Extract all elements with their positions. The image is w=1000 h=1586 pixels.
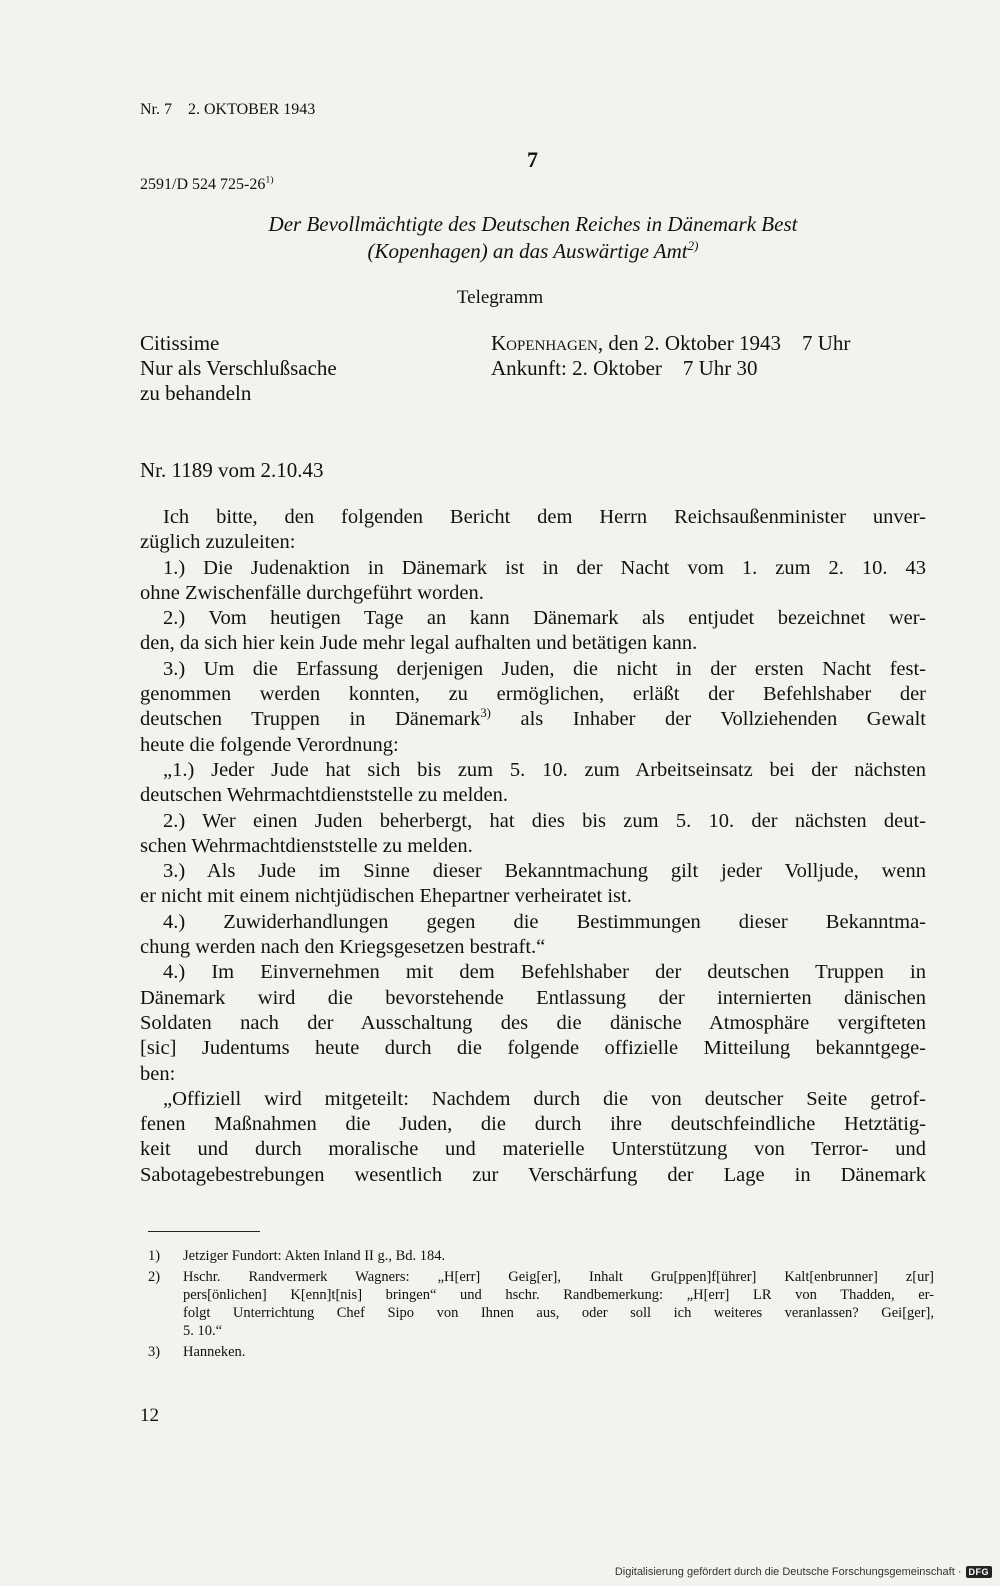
body-line: 4.) Im Einvernehmen mit dem Befehlshaber der deutschen Truppen in: [163, 961, 926, 984]
footnote: [148, 1268, 934, 1340]
body-line: Soldaten nach der Ausschaltung des die dänische Atmosphäre vergifteten: [140, 1011, 926, 1034]
footnotes: [148, 1247, 934, 1364]
file-reference-text: 2591/D 524 725-26: [140, 176, 266, 193]
body-line: Ich bitte, den folgenden Bericht dem Herrn Reichsaußenminister unver-: [163, 506, 926, 528]
body-line: 1.) Die Judenaktion in Dänemark ist in der Nacht vom 1. zum 2. 10. 43: [163, 556, 926, 579]
page-number: 12: [140, 1405, 159, 1426]
sender-line-2-text: (Kopenhagen) an das Auswärtige Amt: [367, 239, 688, 263]
document-type: Telegramm: [456, 287, 544, 308]
body-line: [sic] Judentums heute durch die folgende offizielle Mitteilung bekanntgege-: [140, 1037, 926, 1060]
message-number: Nr. 1189 vom 2.10.43: [140, 458, 324, 482]
body-line: fenen Maßnahmen die Juden, die durch ihre deutschfeindliche Hetztätig-: [140, 1113, 926, 1136]
body-line: [140, 707, 926, 732]
body-line: den, da sich hier kein Jude mehr legal aufhalten und betätigen kann.: [140, 632, 698, 655]
sender-line-2: [140, 238, 926, 265]
footnote-line: 5. 10.“: [183, 1323, 223, 1339]
classification-line: Citissime: [140, 331, 220, 355]
body-line: 3.) Um die Erfassung derjenigen Juden, die nicht in der ersten Nacht fest-: [163, 657, 926, 680]
running-head: Nr. 7 2. OKTOBER 1943: [140, 101, 316, 118]
footnote-ref-1: 1): [265, 174, 274, 186]
body-line: deutschen Wehrmachtdienststelle zu melden.: [140, 784, 508, 807]
classification-line: Nur als Verschlußsache: [140, 356, 337, 380]
footnote-line: Hanneken.: [183, 1344, 246, 1360]
body-line: er nicht mit einem nichtjüdischen Ehepartner verheiratet ist.: [140, 885, 632, 908]
footnote: [148, 1247, 934, 1265]
document-number: 7: [527, 147, 538, 172]
body-line: genommen werden konnten, zu ermöglichen, erläßt der Befehlshaber der: [140, 683, 926, 706]
footnote-line: pers[önlichen] K[enn]t[nis] bringen“ und hschr. Randbemerkung: „H[err] LR von Thadden, er-: [183, 1287, 934, 1303]
body-line: 4.) Zuwiderhandlungen gegen die Bestimmungen dieser Bekanntma-: [163, 910, 926, 933]
footnote-mark: 1): [148, 1248, 161, 1264]
body-line: ohne Zwischenfälle durchgeführt worden.: [140, 581, 484, 604]
body-line: ben:: [140, 1062, 176, 1085]
body-line: 2.) Wer einen Juden beherbergt, hat dies bis zum 5. 10. der nächsten deut-: [163, 809, 926, 832]
body-line: „1.) Jeder Jude hat sich bis zum 5. 10. zum Arbeitseinsatz bei der nächsten: [163, 758, 926, 781]
telegram-body: [140, 505, 926, 1188]
sender-heading: [140, 211, 926, 265]
dispatch-place: Kopenhagen: [491, 331, 598, 355]
footnote-mark: 3): [148, 1344, 161, 1360]
classification-line: zu behandeln: [140, 381, 252, 405]
footnote-line: Jetziger Fundort: Akten Inland II g., Bd. 184.: [183, 1248, 446, 1264]
arrival-line: Ankunft: 2. Oktober 7 Uhr 30: [491, 356, 758, 380]
dispatch-line-1: [491, 331, 850, 356]
classification-block: [140, 331, 337, 406]
digitization-text: Digitalisierung gefördert durch die Deutsche Forschungsgemeinschaft ·: [614, 1566, 962, 1578]
body-line: Sabotagebestrebungen wesentlich zur Verschärfung der Lage in Dänemark: [140, 1163, 926, 1186]
body-line: chung werden nach den Kriegsgesetzen bestraft.“: [140, 936, 546, 959]
dfg-logo-icon: DFG: [966, 1566, 993, 1578]
body-line: „Offiziell wird mitgeteilt: Nachdem durch die von deutscher Seite getrof-: [163, 1087, 926, 1110]
footnote-ref-3: 3): [480, 706, 491, 721]
file-reference: [140, 176, 274, 194]
body-line: züglich zuzuleiten:: [140, 531, 296, 554]
body-line: schen Wehrmachtdienststelle zu melden.: [140, 834, 473, 857]
footnote-ref-2: 2): [687, 238, 699, 253]
body-line: 2.) Vom heutigen Tage an kann Dänemark als entjudet bezeichnet wer-: [163, 607, 926, 630]
body-line: Dänemark wird die bevorstehende Entlassung der internierten dänischen: [140, 986, 926, 1009]
dispatch-date: , den 2. Oktober 1943 7 Uhr: [597, 331, 851, 355]
body-line-part: als Inhaber der Vollziehenden Gewalt: [520, 708, 926, 731]
footnote-mark: 2): [148, 1269, 161, 1285]
body-line: heute die folgende Verordnung:: [140, 733, 399, 756]
footnote-line: folgt Unterrichtung Chef Sipo von Ihnen aus, oder soll ich weiteres veranlassen? Gei[ger],: [183, 1305, 934, 1321]
body-line-part: deutschen Truppen in Dänemark: [140, 708, 481, 731]
digitization-credit: [615, 1566, 992, 1578]
body-line: 3.) Als Jude im Sinne dieser Bekanntmachung gilt jeder Volljude, wenn: [163, 860, 926, 883]
footnote-divider: [148, 1231, 260, 1232]
dispatch-block: [491, 331, 850, 381]
body-line: keit und durch moralische und materielle Unterstützung von Terror- und: [140, 1138, 926, 1161]
footnote: [148, 1343, 934, 1361]
sender-line-1: Der Bevollmächtigte des Deutschen Reiches in Dänemark Best: [268, 212, 798, 236]
footnote-line: Hschr. Randvermerk Wagners: „H[err] Geig[er], Inhalt Gru[ppen]f[ührer] Kalt[enbrunner] z[ur]: [183, 1269, 934, 1285]
